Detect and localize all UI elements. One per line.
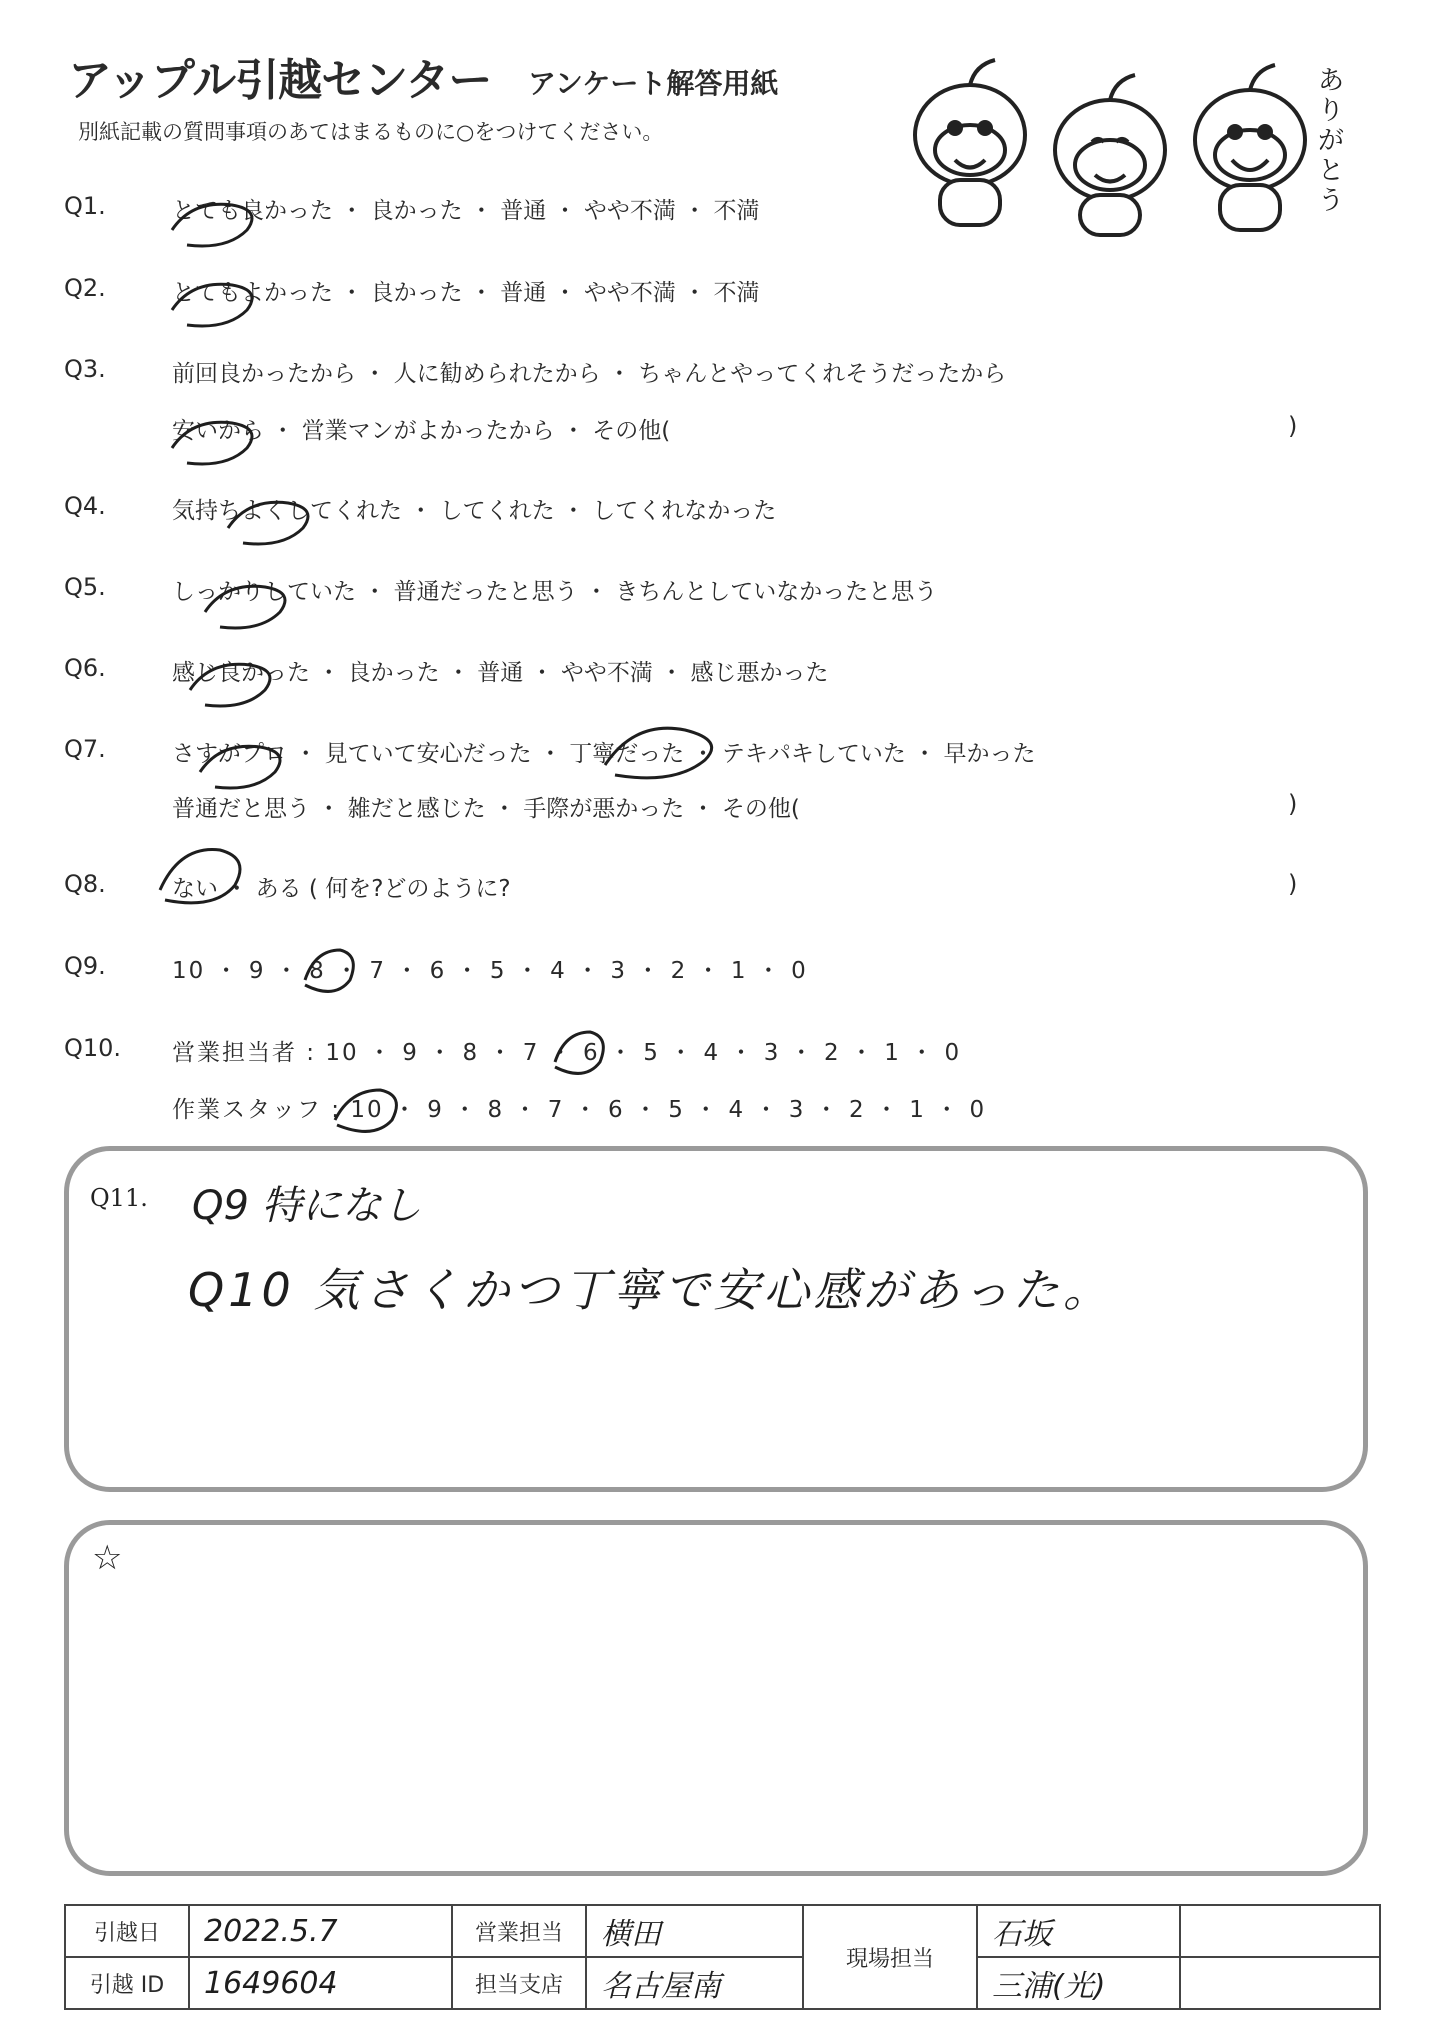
q8-label: Q8. (64, 870, 106, 898)
q3-options-line2: 安いから ・ 営業マンがよかったから ・ その他( (172, 418, 671, 444)
q5-label: Q5. (64, 573, 106, 601)
q3-close-paren: ) (1288, 412, 1298, 440)
circle-mark (172, 204, 252, 246)
star-icon: ☆ (92, 1538, 123, 1578)
form-title: アップル引越センター (68, 55, 492, 106)
q7-label: Q7. (64, 735, 106, 763)
site-staff-1-value: 石坂 (977, 1905, 1180, 1957)
circle-mark (172, 284, 252, 326)
form-subtitle: アンケート解答用紙 (528, 67, 779, 100)
q7-options-line2: 普通だと思う ・ 雑だと感じた ・ 手際が悪かった ・ その他( (172, 796, 800, 822)
q8-options: ない ・ ある ( 何を?どのように? (172, 876, 511, 902)
circle-mark (160, 850, 240, 903)
q11-answer-line1: Q9 特になし (192, 1183, 422, 1229)
q11-label: Q11. (90, 1184, 148, 1212)
q6-options: 感じ良かった ・ 良かった ・ 普通 ・ やや不満 ・ 感じ悪かった (172, 660, 829, 686)
q4-options: 気持ちよくしてくれた ・ してくれた ・ してくれなかった (172, 498, 777, 524)
footer-info-table (64, 1904, 1381, 2010)
q9-label: Q9. (64, 952, 106, 980)
q3-options-line1: 前回良かったから ・ 人に勧められたから ・ ちゃんとやってくれそうだったから (172, 361, 1007, 387)
moving-id-value: 1649604 (189, 1957, 452, 2009)
q7-close-paren: ) (1288, 790, 1298, 818)
q5-options: しっかりしていた ・ 普通だったと思う ・ きちんとしていなかったと思う (172, 579, 938, 605)
circle-mark (335, 1090, 396, 1131)
star-comment-box (64, 1520, 1368, 1876)
q8-close-paren: ) (1288, 870, 1298, 898)
moving-date-value: 2022.5.7 (189, 1905, 452, 1957)
empty-cell (1180, 1905, 1380, 1957)
branch-label: 担当支店 (452, 1957, 586, 2009)
q10-staff-scale: 作業スタッフ : 10 ・ 9 ・ 8 ・ 7 ・ 6 ・ 5 ・ 4 ・ 3 ・ 2 ・ 1 ・ 0 (172, 1097, 987, 1123)
circle-mark (555, 1032, 603, 1073)
q6-label: Q6. (64, 654, 106, 682)
q11-answer-line2: Q10 気さくかつ丁寧で安心感があった。 (188, 1263, 1113, 1317)
circle-mark (605, 728, 712, 778)
q2-options: とてもよかった ・ 良かった ・ 普通 ・ やや不満 ・ 不満 (172, 280, 760, 306)
branch-name-value: 名古屋南 (586, 1957, 803, 2009)
circle-mark (172, 422, 252, 464)
q4-label: Q4. (64, 492, 106, 520)
q10-sales-scale: 営業担当者 : 10 ・ 9 ・ 8 ・ 7 ・ 6 ・ 5 ・ 4 ・ 3 ・ 2 ・ 1 ・ 0 (172, 1040, 962, 1066)
thank-you-text: ありがとう (1318, 66, 1345, 216)
sales-label: 営業担当 (452, 1905, 586, 1957)
q7-options-line1: さすがプロ ・ 見ていて安心だった ・ 丁寧だった ・ テキパキしていた ・ 早かった (172, 741, 1036, 767)
sales-name-value: 横田 (586, 1905, 803, 1957)
q9-scale: 10 ・ 9 ・ 8 ・ 7 ・ 6 ・ 5 ・ 4 ・ 3 ・ 2 ・ 1 ・ 0 (172, 958, 808, 984)
moving-id-label: 引越 ID (65, 1957, 189, 2009)
q10-label: Q10. (64, 1034, 122, 1062)
circle-mark (200, 746, 280, 788)
site-staff-2-value: 三浦(光) (977, 1957, 1180, 2009)
circle-mark (228, 502, 308, 544)
circle-mark (305, 950, 353, 991)
q1-options: とても良かった ・ 良かった ・ 普通 ・ やや不満 ・ 不満 (172, 198, 760, 224)
site-label: 現場担当 (803, 1905, 977, 2009)
circle-mark (205, 586, 285, 628)
instruction-text: 別紙記載の質問事項のあてはまるものに○をつけてください。 (78, 120, 664, 144)
circle-mark (190, 664, 270, 706)
q3-label: Q3. (64, 355, 106, 383)
q2-label: Q2. (64, 274, 106, 302)
q1-label: Q1. (64, 192, 106, 220)
moving-date-label: 引越日 (65, 1905, 189, 1957)
empty-cell (1180, 1957, 1380, 2009)
